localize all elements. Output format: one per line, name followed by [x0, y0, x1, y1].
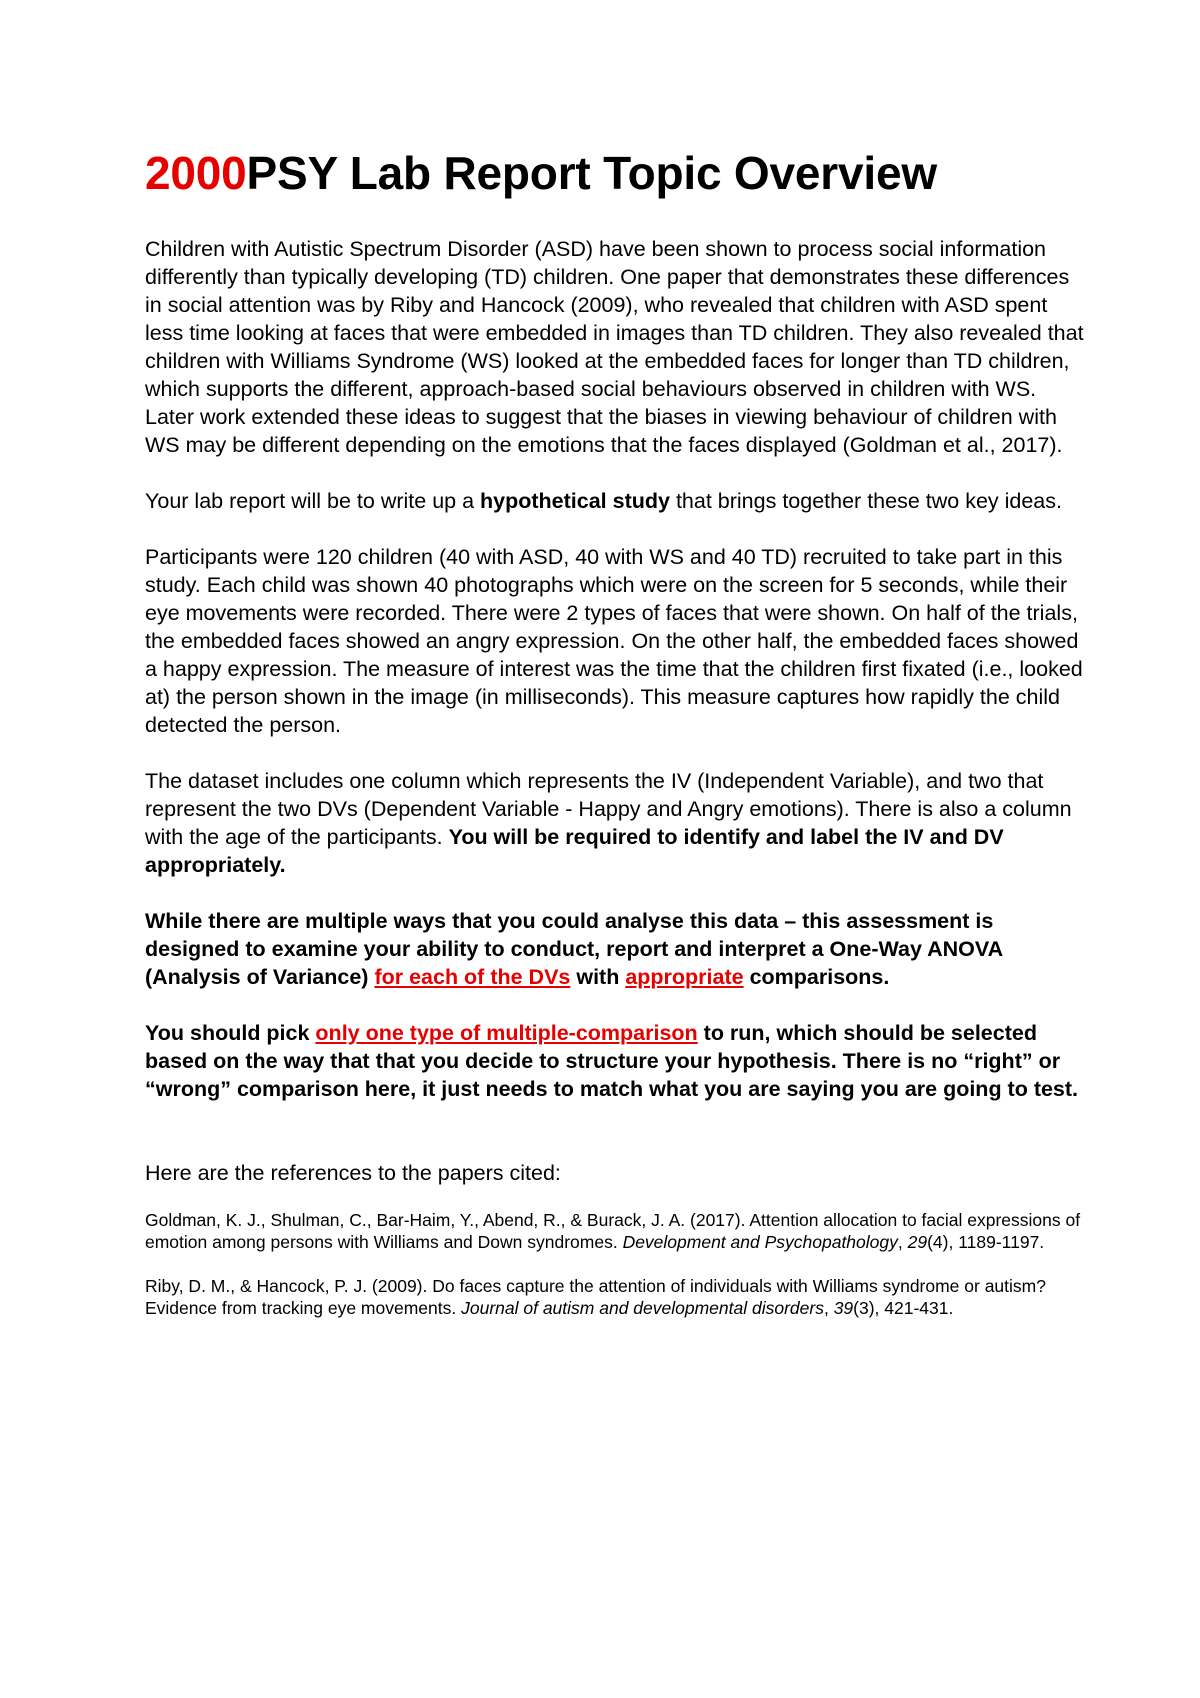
comparison-text-2: to run, which should be selected based on the way that that you decide to structure your hypothesis. There is no “right” or “wrong” comparison here, it just needs to match what you are saying you are going to test.	[145, 1021, 1079, 1101]
document-page	[145, 145, 1085, 1319]
reference-authors: Riby, D. M., & Hancock, P. J. (2009). Do faces capture the attention of individuals with Williams syndrome or autism? Evidence from tracking eye movements.	[145, 1276, 1046, 1318]
reference-issue-pages: (3), 421-431.	[853, 1298, 954, 1318]
task-text-after: that brings together these two key ideas.	[669, 489, 1062, 513]
dataset-bold-instruction: You will be required to identify and label the IV and DV appropriately.	[145, 825, 1004, 877]
reference-item	[145, 1209, 1085, 1253]
reference-journal: Development and Psychopathology	[622, 1232, 898, 1252]
reference-separator: ,	[897, 1232, 908, 1252]
task-bold-text: hypothetical study	[480, 489, 670, 513]
page-title	[145, 145, 1085, 201]
analysis-emphasis-dvs: for each of the DVs	[374, 965, 571, 989]
comparison-text-1: You should pick	[145, 1021, 316, 1045]
reference-item	[145, 1275, 1085, 1319]
dataset-paragraph	[145, 767, 1085, 879]
comparison-emphasis: only one type of multiple-comparison	[315, 1021, 698, 1045]
reference-journal: Journal of autism and developmental disorders	[461, 1298, 824, 1318]
course-code: 2000	[145, 147, 247, 199]
dataset-text: The dataset includes one column which represents the IV (Independent Variable), and two that represent the two DVs (Dependent Variable - Happy and Angry emotions). There is also a column with the age of the participants.	[145, 769, 1072, 849]
analysis-emphasis-appropriate: appropriate	[625, 965, 744, 989]
analysis-text-1: While there are multiple ways that you could analyse this data – this assessment is designed to examine your ability to conduct, report and interpret a One-Way ANOVA (Analysis of Variance)	[145, 909, 1003, 989]
reference-separator: ,	[823, 1298, 834, 1318]
reference-issue-pages: (4), 1189-1197.	[927, 1232, 1045, 1252]
reference-volume: 29	[907, 1232, 928, 1252]
reference-volume: 39	[833, 1298, 854, 1318]
reference-authors: Goldman, K. J., Shulman, C., Bar-Haim, Y., Abend, R., & Burack, J. A. (2017). Attention allocation to facial expressions of emotion among persons with Williams and Down syndromes.	[145, 1210, 1081, 1252]
references-heading: Here are the references to the papers cited:	[145, 1161, 561, 1185]
participants-paragraph: Participants were 120 children (40 with ASD, 40 with WS and 40 TD) recruited to take part in this study. Each child was shown 40 photographs which were on the screen for 5 seconds, while their eye movements were recorded. There were 2 types of faces that were shown. On half of the trials, the embedded faces showed an angry expression. On the other half, the embedded faces showed a happy expression. The measure of interest was the time that the children first fixated (i.e., looked at) the person shown in the image (in milliseconds). This measure captures how rapidly the child detected the person.	[145, 545, 1083, 737]
task-text-before: Your lab report will be to write up a	[145, 489, 481, 513]
title-text: PSY Lab Report Topic Overview	[246, 147, 937, 199]
analysis-text-2: with	[570, 965, 626, 989]
intro-paragraph: Children with Autistic Spectrum Disorder (ASD) have been shown to process social information differently than typically developing (TD) children. One paper that demonstrates these differences in social attention was by Riby and Hancock (2009), who revealed that children with ASD spent less time looking at faces that were embedded in images than TD children. They also revealed that children with Williams Syndrome (WS) looked at the embedded faces for longer than TD children, which supports the different, approach-based social behaviours observed in children with WS. Later work extended these ideas to suggest that the biases in viewing behaviour of children with WS may be different depending on the emotions that the faces displayed (Goldman et al., 2017).	[145, 237, 1084, 457]
analysis-text-3: comparisons.	[743, 965, 890, 989]
task-paragraph	[145, 487, 1085, 515]
comparison-paragraph	[145, 1019, 1085, 1103]
analysis-paragraph	[145, 907, 1085, 991]
